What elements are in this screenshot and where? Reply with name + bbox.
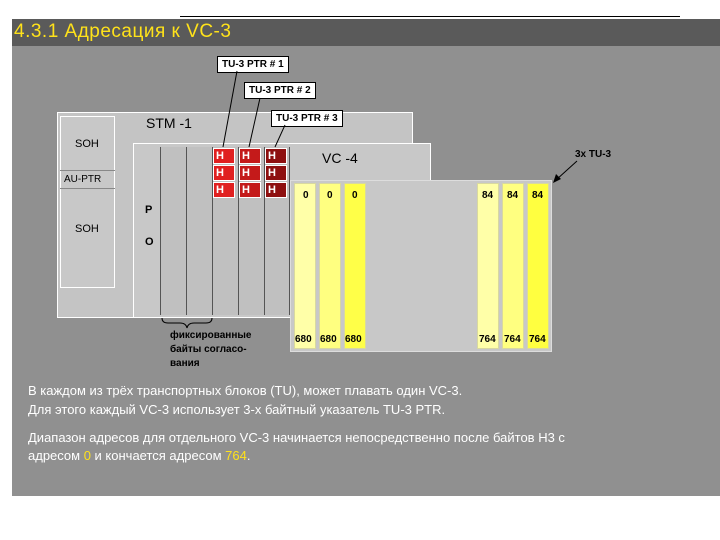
- text-p1-line1: В каждом из трёх транспортных блоков (TU), может плавать один VC-3.: [28, 383, 463, 398]
- fixed-stuff-line2: байты согласо-: [170, 344, 247, 355]
- addr-start-top: 0: [352, 190, 358, 201]
- soh-bottom-label: SOH: [75, 223, 99, 235]
- ptr2-arrow: [249, 98, 260, 147]
- stm1-label: STM -1: [146, 115, 192, 131]
- text-p2-part-a: адресом: [28, 448, 84, 463]
- tu3-ptr-3-label: TU-3 PTR # 3: [271, 110, 343, 127]
- text-p1-line2: Для этого каждый VC-3 использует 3-х байтный указатель TU-3 PTR.: [28, 402, 446, 417]
- h-cell: H: [265, 148, 287, 164]
- addr-end-bottom: 764: [529, 334, 546, 345]
- ptr1-arrow: [223, 71, 237, 147]
- addr-start-bottom: 680: [295, 334, 312, 345]
- h-cell: H: [265, 182, 287, 198]
- addr-start-top: 0: [327, 190, 333, 201]
- fixed-stuff-line1: фиксированные: [170, 330, 252, 341]
- text-p2-line2: [28, 448, 250, 463]
- tu3-ptr-2-label: TU-3 PTR # 2: [244, 82, 316, 99]
- h-cell: H: [239, 165, 261, 181]
- vc4-label: VC -4: [322, 150, 358, 166]
- addr-end-top: 84: [482, 190, 494, 201]
- addr-end-top: 84: [532, 190, 544, 201]
- addr-start-bottom: 680: [320, 334, 337, 345]
- poh-p-label: P: [145, 204, 153, 216]
- text-p2-addr-764: 764: [225, 448, 247, 463]
- h-cell: H: [239, 148, 261, 164]
- poh-o-label: O: [145, 236, 154, 248]
- h-cell: H: [213, 148, 235, 164]
- addr-end-top: 84: [507, 190, 519, 201]
- tu3-arrowhead: [553, 174, 561, 183]
- h-cell: H: [213, 182, 235, 198]
- fixed-stuff-brace: [162, 318, 212, 328]
- h-cell: H: [239, 182, 261, 198]
- addr-start-top: 0: [303, 190, 309, 201]
- au-ptr-label: AU-PTR: [64, 174, 102, 185]
- addr-end-bottom: 764: [479, 334, 496, 345]
- addr-start-bottom: 680: [345, 334, 362, 345]
- text-p2-part-e: .: [246, 448, 251, 463]
- slide-title: 4.3.1 Адресация к VC-3: [14, 21, 232, 42]
- fixed-stuff-line3: вания: [170, 358, 200, 369]
- tu3-ptr-1-label: TU-3 PTR # 1: [217, 56, 289, 73]
- tu3-arrow: [556, 161, 577, 180]
- text-p2-addr-0: 0: [83, 448, 91, 463]
- tu3-count-label: 3x TU-3: [575, 149, 612, 160]
- h-cell: H: [265, 165, 287, 181]
- ptr3-arrow: [275, 125, 285, 147]
- addr-end-bottom: 764: [504, 334, 521, 345]
- text-p2-line1: Диапазон адресов для отдельного VC-3 начинается непосредственно после байтов H3 с: [28, 430, 565, 445]
- soh-top-label: SOH: [75, 138, 99, 150]
- h-cell: H: [213, 165, 235, 181]
- text-p2-part-c: и кончается адресом: [90, 448, 226, 463]
